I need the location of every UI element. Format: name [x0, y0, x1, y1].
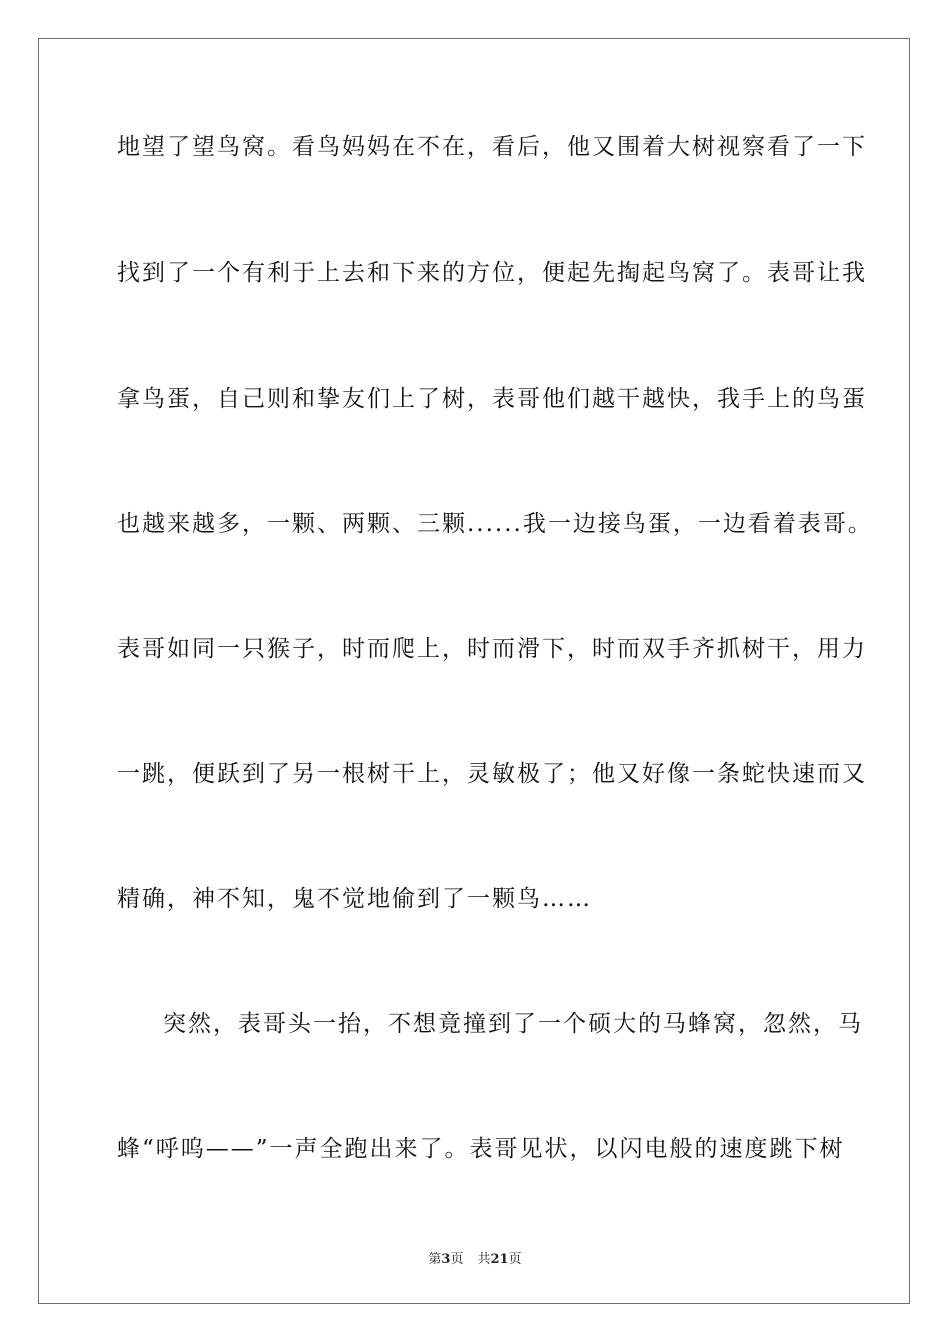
page-prefix: 第: [428, 1252, 442, 1267]
total-pages: 21: [490, 1252, 509, 1267]
total-prefix: 共: [477, 1252, 491, 1267]
text-line: 一跳，便跃到了另一根树干上，灵敏极了；他又好像一条蛇快速而又: [117, 761, 867, 787]
text-line: 地望了望鸟窝。看鸟妈妈在不在，看后，他又围着大树视察看了一下: [117, 134, 867, 160]
text-line: 找到了一个有利于上去和下来的方位，便起先掏起鸟窝了。表哥让我: [117, 260, 867, 286]
text-line: 表哥如同一只猴子，时而爬上，时而滑下，时而双手齐抓树干，用力: [117, 636, 867, 662]
page-footer: [0, 1248, 950, 1267]
text-line: 拿鸟蛋，自己则和挚友们上了树，表哥他们越干越快，我手上的鸟蛋: [117, 386, 867, 412]
text-line: 精确，神不知，鬼不觉地偷到了一颗鸟……: [117, 886, 592, 912]
page-border: [38, 38, 910, 1304]
paragraph-first-line: 突然，表哥头一抬，不想竟撞到了一个硕大的马蜂窝，忽然，马: [163, 1011, 863, 1037]
page-suffix: 页: [450, 1252, 464, 1267]
page-number: 3: [441, 1252, 451, 1267]
text-line: 蜂“呼呜——”一声全跑出来了。表哥见状，以闪电般的速度跳下树: [117, 1136, 845, 1162]
text-line: 也越来越多，一颗、两颗、三颗......我一边接鸟蛋，一边看着表哥。: [117, 511, 873, 537]
total-suffix: 页: [508, 1252, 522, 1267]
